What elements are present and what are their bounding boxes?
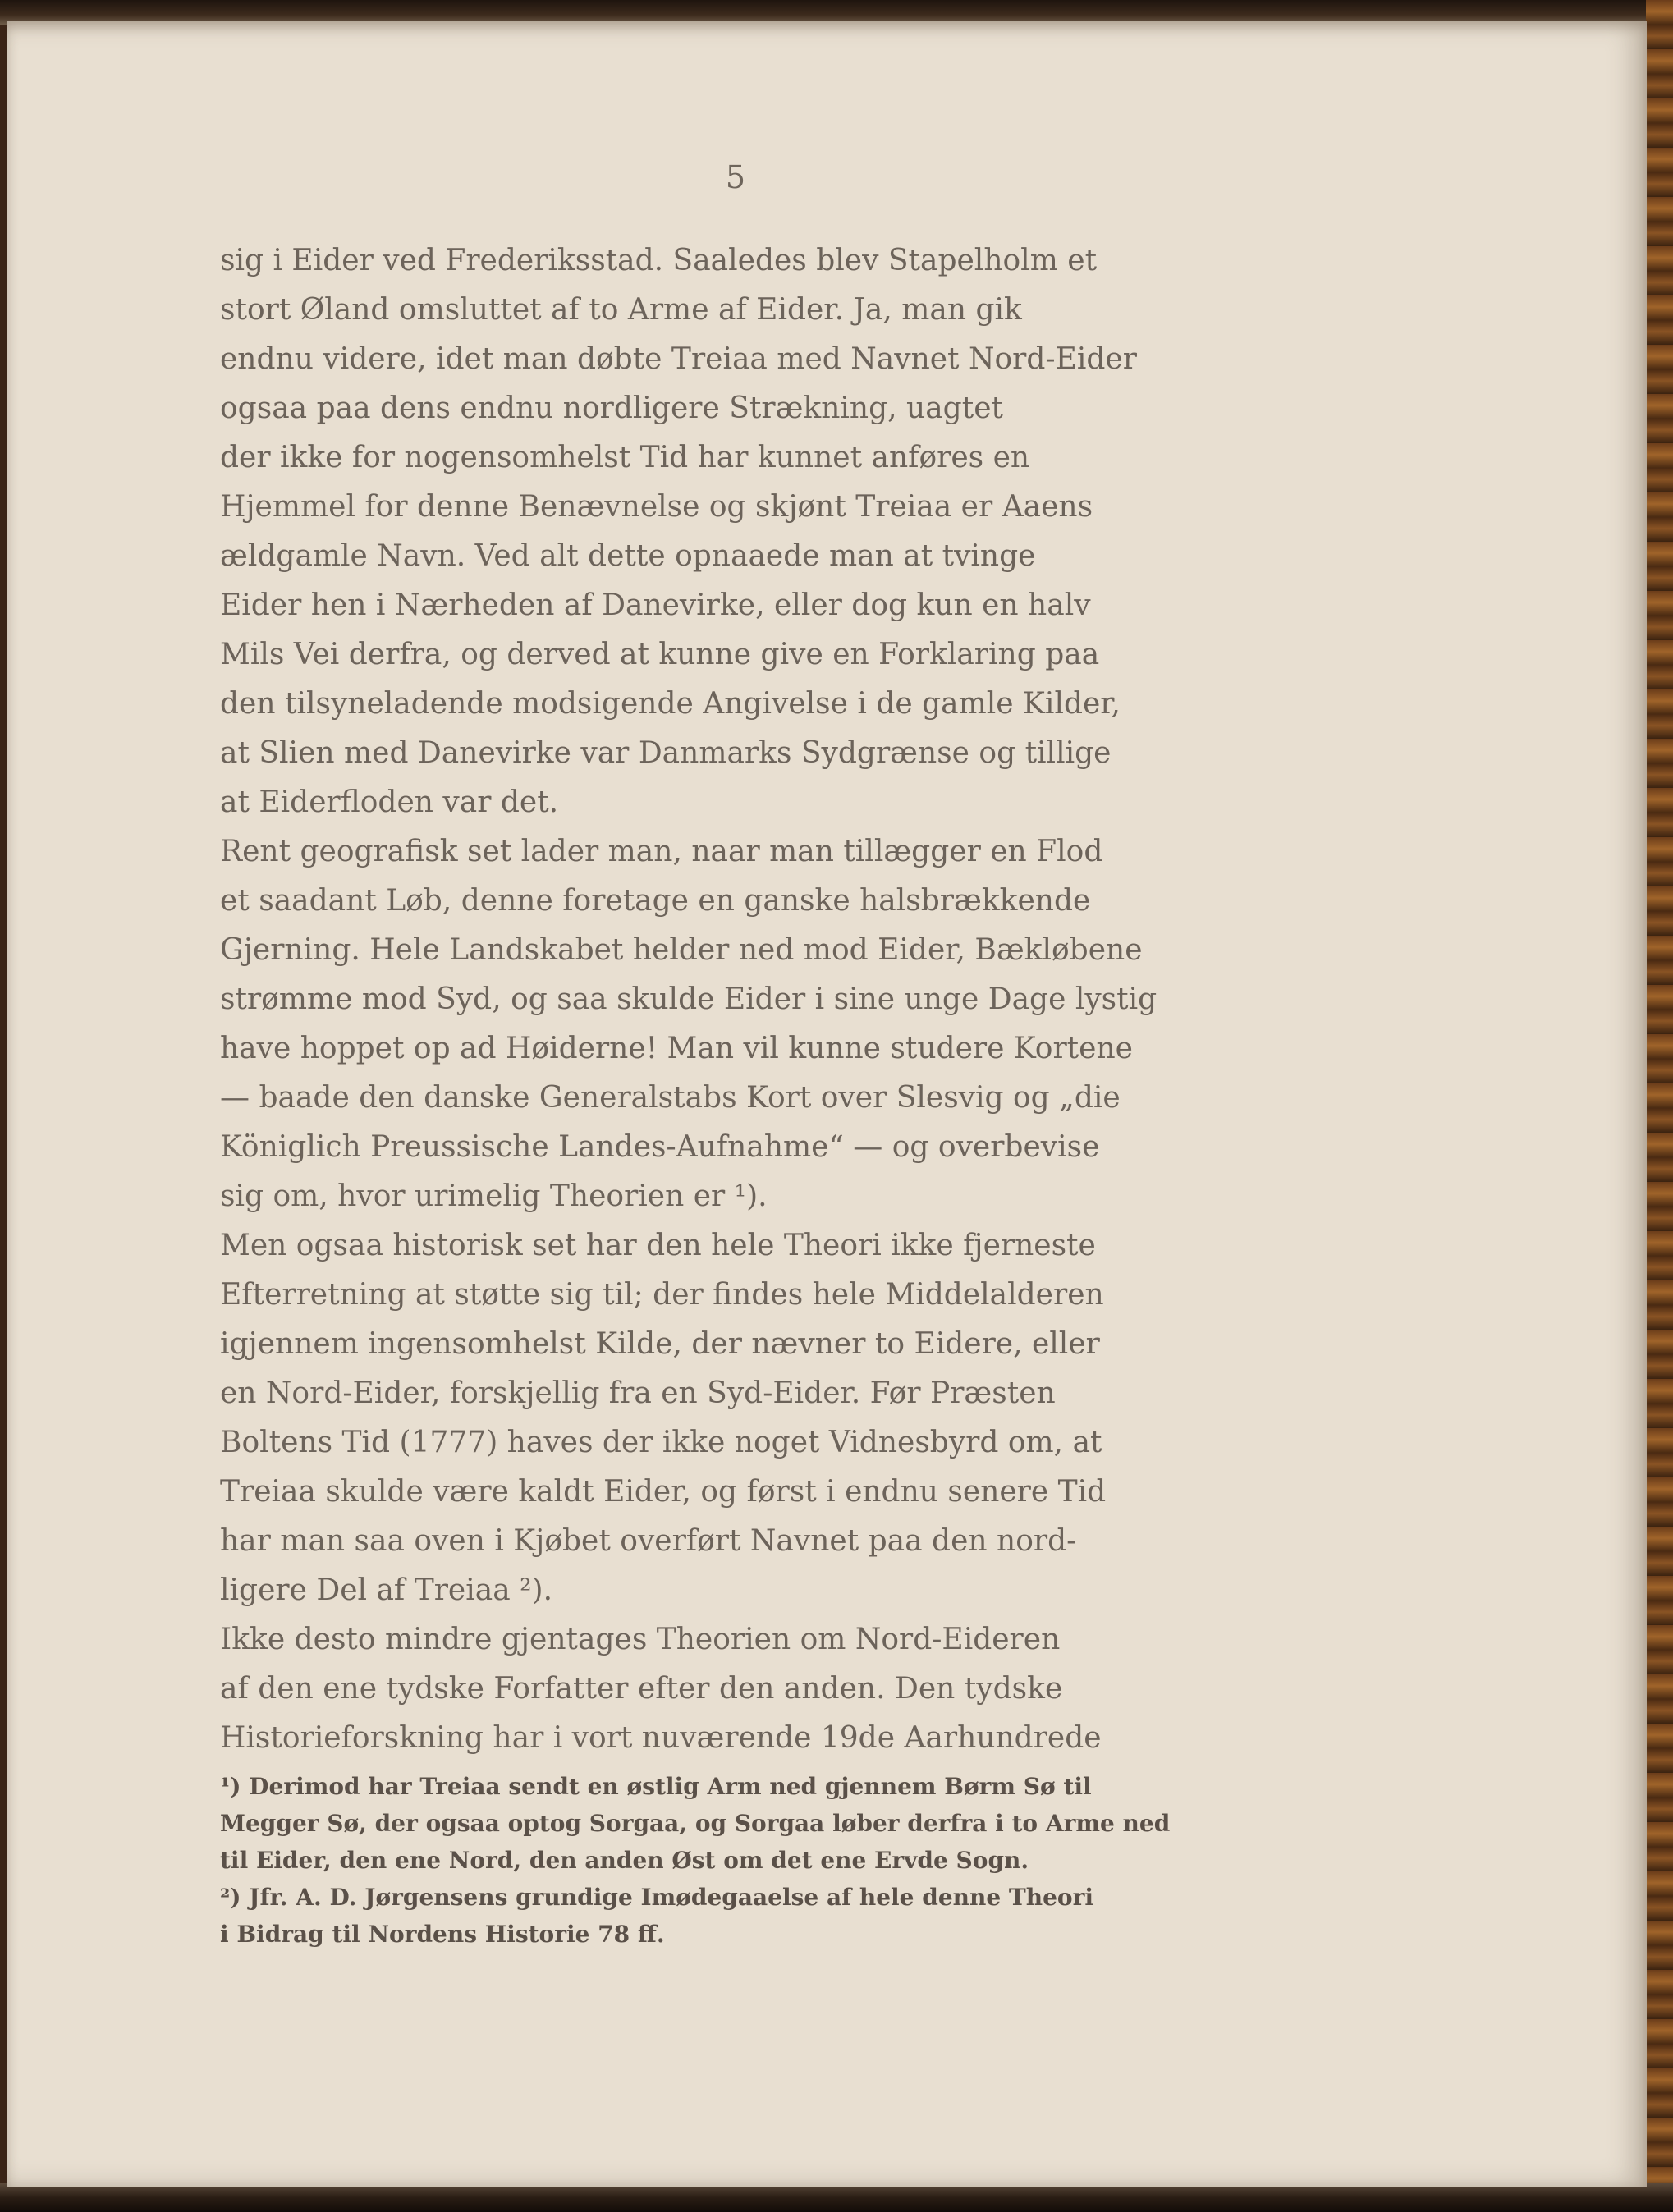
paragraph-3: Men ogsaa historisk set har den hele Theori ikke fjerneste Efterretning at støtte sig til; der findes hele Middelalderen igjennem ingensomhelst Kilde, der nævner to Eidere, eller en Nord-Eider, forskjellig fra en Syd-Eider. Før Præsten Boltens Tid (1777) haves der ikke noget Vidnesbyrd om, at Treiaa skulde være kaldt Eider, og først i endnu senere Tid har man saa oven i Kjøbet overført Navnet paa den nord- ligere Del af Treiaa ²). xyxy=(220,1229,1107,1607)
footnote-2: ²) Jfr. A. D. Jørgensens grundige Imødegaaelse af hele denne Theori i Bidrag til Nordens Historie 78 ff. xyxy=(220,1884,1093,1948)
bottom-binding-edge xyxy=(0,2183,1673,2212)
body-text xyxy=(220,236,1235,1763)
marbled-cover-edge xyxy=(1646,0,1673,2212)
paragraph-4: Ikke desto mindre gjentages Theorien om Nord-Eideren af den ene tydske Forfatter efter den anden. Den tydske Historieforskning har i vort nuværende 19de Aarhundrede xyxy=(220,1623,1102,1755)
paragraph-1: sig i Eider ved Frederiksstad. Saaledes blev Stapelholm et stort Øland omsluttet af to Arme af Eider. Ja, man gik endnu videre, idet man døbte Treiaa med Navnet Nord-Eider ogsaa paa dens endnu nordligere Strækning, uagtet der ikke for nogensomhelst Tid har kunnet anføres en Hjemmel for denne Benævnelse og skjønt Treiaa er Aaens ældgamle Navn. Ved alt dette opnaaede man at tvinge Eider hen i Nærheden af Danevirke, eller dog kun en halv Mils Vei derfra, og derved at kunne give en Forklaring paa den tilsyneladende modsigende Angivelse i de gamle Kilder, at Slien med Danevirke var Danmarks Sydgrænse og tillige at Eiderfloden var det. xyxy=(220,244,1137,819)
footnotes xyxy=(220,1768,1235,1953)
paragraph-2: Rent geografisk set lader man, naar man tillægger en Flod et saadant Løb, denne foretage en ganske halsbrækkende Gjerning. Hele Landskabet helder ned mod Eider, Bækløbene strømme mod Syd, og saa skulde Eider i sine unge Dage lystig have hoppet op ad Høiderne! Man vil kunne studere Kortene — baade den danske Generalstabs Kort over Slesvig og „die Königlich Preussische Landes-Aufnahme“ — og overbevise sig om, hvor urimelig Theorien er ¹). xyxy=(220,835,1157,1213)
footnote-1: ¹) Derimod har Treiaa sendt en østlig Arm ned gjennem Børm Sø til Megger Sø, der ogsaa optog Sorgaa, og Sorgaa løber derfra i to Arme ned til Eider, den ene Nord, den anden Øst om det ene Ervde Sogn. xyxy=(220,1773,1171,1874)
page-number: 5 xyxy=(725,159,746,195)
